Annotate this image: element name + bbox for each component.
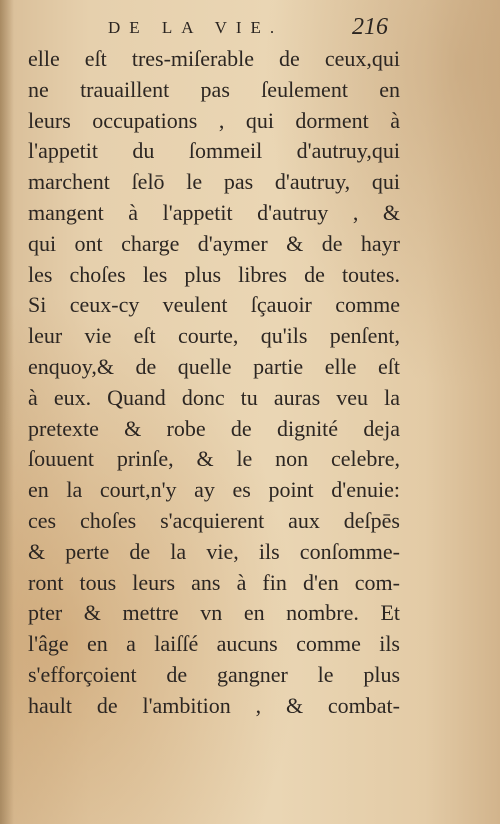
- text-line: enquoy,& de quelle partie elle eſt: [28, 353, 400, 379]
- text-line: elle eſt tres-miſerable de ceux,qui: [28, 46, 400, 71]
- text-line: marchent ſelō le pas d'autruy, qui: [28, 169, 400, 195]
- text-line: ne trauaillent pas ſeulement en: [28, 76, 400, 102]
- text-line: ſouuent prinſe, & le non celebre,: [28, 446, 400, 472]
- text-line: à eux. Quand donc tu auras veu la: [28, 384, 400, 410]
- page-gutter: [0, 0, 14, 824]
- text-line: leurs occupations , qui dorment à: [28, 107, 400, 133]
- text-line: leur vie eſt courte, qu'ils penſent,: [28, 323, 400, 349]
- text-line: en la court,n'y ay es point d'enuie:: [28, 477, 400, 503]
- text-line: & perte de la vie, ils conſomme-: [28, 538, 400, 564]
- text-line: l'âge en a laiſſé aucuns comme ils: [28, 631, 400, 657]
- text-line: ces choſes s'acquierent aux deſpēs: [28, 507, 400, 533]
- page-header: [0, 12, 500, 46]
- running-title: DE LA VIE.: [108, 18, 284, 37]
- text-line: ront tous leurs ans à fin d'en com-: [28, 569, 400, 595]
- text-line: l'appetit du ſommeil d'autruy,qui: [28, 138, 400, 164]
- page-number: 216: [352, 14, 388, 40]
- text-line: qui ont charge d'aymer & de hayr: [28, 230, 400, 256]
- text-line: Si ceux-cy veulent ſçauoir comme: [28, 292, 400, 318]
- body-text: [28, 44, 400, 722]
- text-line: hault de l'ambition , & combat-: [28, 692, 400, 718]
- text-line: pretexte & robe de dignité deja: [28, 415, 400, 441]
- text-line: s'efforçoient de gangner le plus: [28, 661, 400, 687]
- text-line: mangent à l'appetit d'autruy , &: [28, 199, 400, 225]
- text-line: pter & mettre vn en nombre. Et: [28, 600, 400, 626]
- text-line: les choſes les plus libres de toutes.: [28, 261, 400, 287]
